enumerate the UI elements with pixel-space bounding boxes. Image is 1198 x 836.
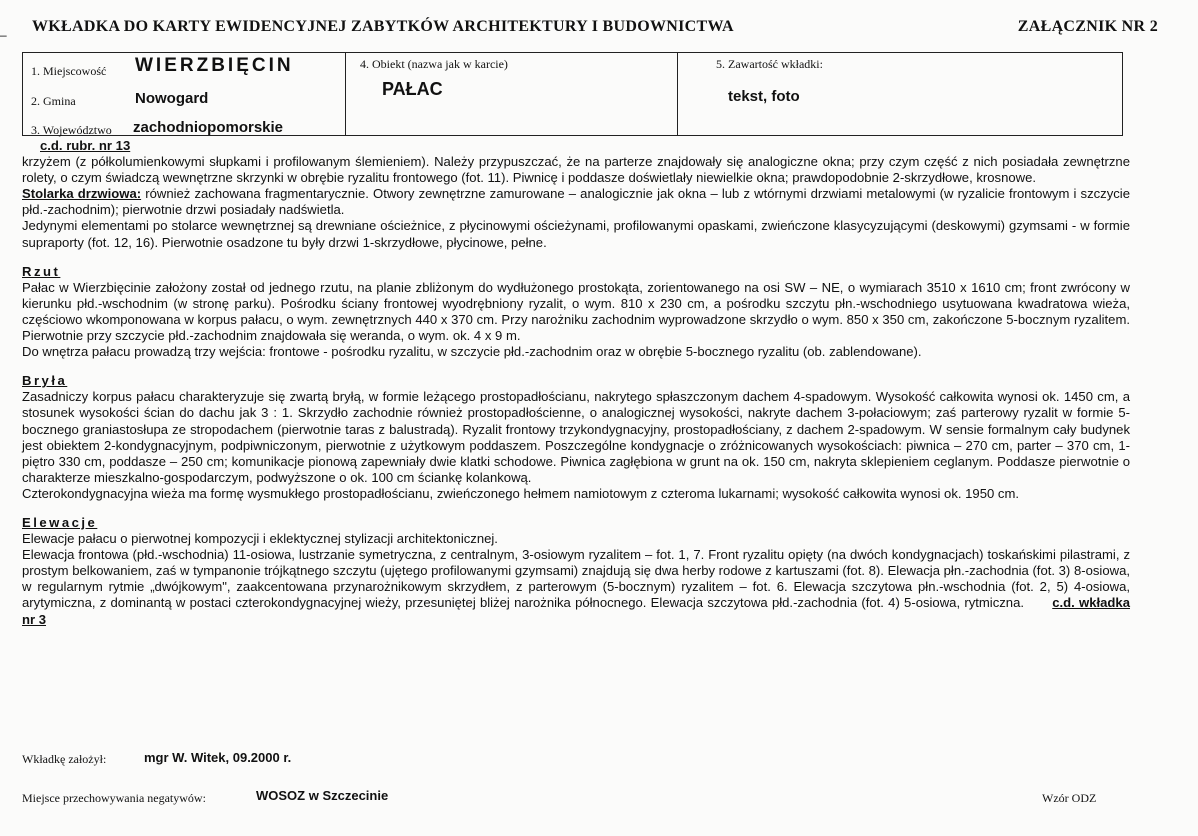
negatives-value: WOSOZ w Szczecinie [256,788,389,803]
author-value: mgr W. Witek, 09.2000 r. [144,750,292,765]
paragraph-doors [22,186,1130,218]
doors-label: Stolarka drzwiowa: [22,186,142,202]
commune-value: Nowogard [135,90,209,107]
paragraph-elewacje-1: Elewacje pałacu o pierwotnej kompozycji i eklektycznej stylizacji architektonicznej. [22,531,498,547]
commune-label: 2. Gmina [31,94,76,108]
object-value: PAŁAC [382,79,443,99]
contents-value: tekst, foto [728,88,800,105]
paragraph-bryla-1: Zasadniczy korpus pałacu charakteryzuje się zwartą bryłą, w formie leżącego prostopadłościanu, nakrytego spłaszczonym dachem 4-spadowym. Wysokość całkowita wynosi ok. 1450 cm, a stosunek wysokości ścian do dachu jak 3 : 1. Skrzydło zachodnie również prostopadłościenne, o analogicznej wysokości, nakryte dachem 3-połaciowym; zaś parterowy ryzalit w formie 5-bocznego graniastosłupa ze stropodachem (pierwotnie taras z balustradą). Ryzalit frontowy trzykondygnacyjny, prostopadłościany, z dachem 2-spadowym. W sensie formalnym cały budynek jest obiektem 2-kondygnacyjnym, podpiwniczonym, pierwotnie z użytkowym poddaszem. Poszczególne kondygnacje o zróżnicowanych wysokościach: piwnica – 270 cm, parter – 370 cm, 1-piętro 330 cm, poddasze – 250 cm; komunikacje pionową zapewniały dwie klatki schodowe. Piwnica zagłębiona w grunt na ok. 150 cm, nakryta sklepieniem ceglanym. Poddasze pierwotnie o charakterze mieszkalno-gospodarczym, podwyższone o ok. 100 cm ściankę kolankową. [22,389,1130,485]
document-body [22,138,1130,628]
paragraph-rzut-2: Do wnętrza pałacu prowadzą trzy wejścia: frontowe - pośrodku ryzalitu, w szczycie płd.-zachodnim oraz w obrębie 5-bocznego ryzalitu (ob. zablendowane). [22,344,922,360]
margin-mark: – [0,28,7,42]
contents-cell [677,53,1122,135]
voivodeship-label: 3. Województwo [31,123,112,137]
location-cell [23,53,345,135]
locality-value: WIERZBIĘCIN [135,55,294,76]
paragraph-windows: krzyżem (z półkolumienkowymi słupkami i profilowanym ślemieniem). Należy przypuszczać, że na parterze znajdowały się analogiczne okna; przy czym część z nich posiadała zewnętrzne rolety, o czym świadczą wewnętrzne skrzynki w obrębie ryzalitu frontowego (fot. 11). Piwnicę i poddasze doświetlały niewielkie okna; prawdopodobnie 2-skrzydłowe, krosnowe. [22,154,1130,186]
elewacje-text: Elewacja frontowa (płd.-wschodnia) 11-osiowa, lustrzanie symetryczna, z centralnym, 3-osiowym ryzalitem – fot. 1, 7. Front ryzalitu opięty (na dwóch kondygnacjach) toskańskimi pilastrami, z prostym belkowaniem, zaś w tympanonie trójkątnego szczytu (ujętego profilowanymi gzymsami) znajdują się dwa herby rodowe z kartuszami (fot. 8). Elewacja płn.-zachodnia (fot. 3) 8-osiowa, w regularnym rytmie „dwójkowym", zaakcentowana przynarożnikowym skrzydłem, z parterowym (5-bocznym) ryzalitem – fot. 6. Elewacja szczytowa płn.-wschodnia (fot. 2, 5) 4-osiowa, arytymiczna, z dominantą w postaci czterokondygnacyjnej wieży, przesuniętej bliżej narożnika północnego. Elewacja szczytowa płd.-zachodnia (fot. 4) 5-osiowa, rytmiczna. [22,547,1130,611]
contents-label: 5. Zawartość wkładki: [716,57,823,71]
continued-heading: c.d. rubr. nr 13 [40,138,131,153]
document-title: WKŁADKA DO KARTY EWIDENCYJNEJ ZABYTKÓW ARCHITEKTURY I BUDOWNICTWA [32,18,734,35]
paragraph-elewacje-2 [22,547,1130,627]
object-label: 4. Obiekt (nazwa jak w karcie) [360,57,508,71]
doors-text: również zachowana fragmentarycznie. Otwory zewnętrzne zamurowane – analogicznie jak okna – lub z wtórnymi drzwiami metalowymi (w ryzalicie frontowym i szczycie płd.-zachodnim); pierwotnie drzwi posiadały nadświetla. [22,186,1130,218]
pattern-note: Wzór ODZ [1042,791,1097,805]
voivodeship-value: zachodniopomorskie [133,119,284,136]
next-insert-reference: c.d. wkładka nr 3 [22,595,1130,627]
section-heading-elewacje: Elewacje [22,514,98,530]
paragraph-inner-joinery: Jedynymi elementami po stolarce wewnętrznej są drewniane ościeżnice, z płycinowymi ościeżynami, profilowanymi opaskami, zwieńczone klasycyzującymi (deskowymi) gzymsami - w formie supraporty (fot. 12, 16). Pierwotnie osadzone tu były drzwi 1-skrzydłowe, płycinowe, pełne. [22,218,1130,250]
section-heading-bryla: Bryła [22,373,68,389]
metadata-table [22,52,1123,136]
object-cell [345,53,678,135]
paragraph-rzut-1: Pałac w Wierzbięcinie założony został od jednego rzutu, na planie zbliżonym do wydłużonego prostokąta, zorientowanego na osi SW – NE, o wymiarach 3510 x 1610 cm; front zwrócony w kierunku płd.-wschodnim (w stronę parku). Pośrodku ściany frontowej wyodrębniony ryzalit, o wym. 810 x 230 cm, a pośrodku szczytu płn.-wschodniego usytuowana kwadratowa wieża, częściowo wkomponowana w korpus pałacu, o wym. zewnętrznych 440 x 370 cm. Przy narożniku zachodnim wyprowadzone skrzydło o wym. 850 x 350 cm, zakończone 5-bocznym ryzalitem. Pierwotnie przy szczycie płd.-zachodnim znajdowała się weranda, o wym. ok. 4 x 9 m. [22,279,1130,344]
section-heading-rzut: Rzut [22,263,61,279]
negatives-label: Miejsce przechowywania negatywów: [22,791,206,805]
author-label: Wkładkę założył: [22,752,107,766]
paragraph-bryla-2: Czterokondygnacyjna wieża ma formę wysmukłego prostopadłościanu, zwieńczonego hełmem namiotowym z czteroma lukarnami; wysokość całkowita wynosi ok. 1950 cm. [22,485,1020,501]
locality-label: 1. Miejscowość [31,64,107,78]
annex-number: ZAŁĄCZNIK NR 2 [1017,18,1158,35]
